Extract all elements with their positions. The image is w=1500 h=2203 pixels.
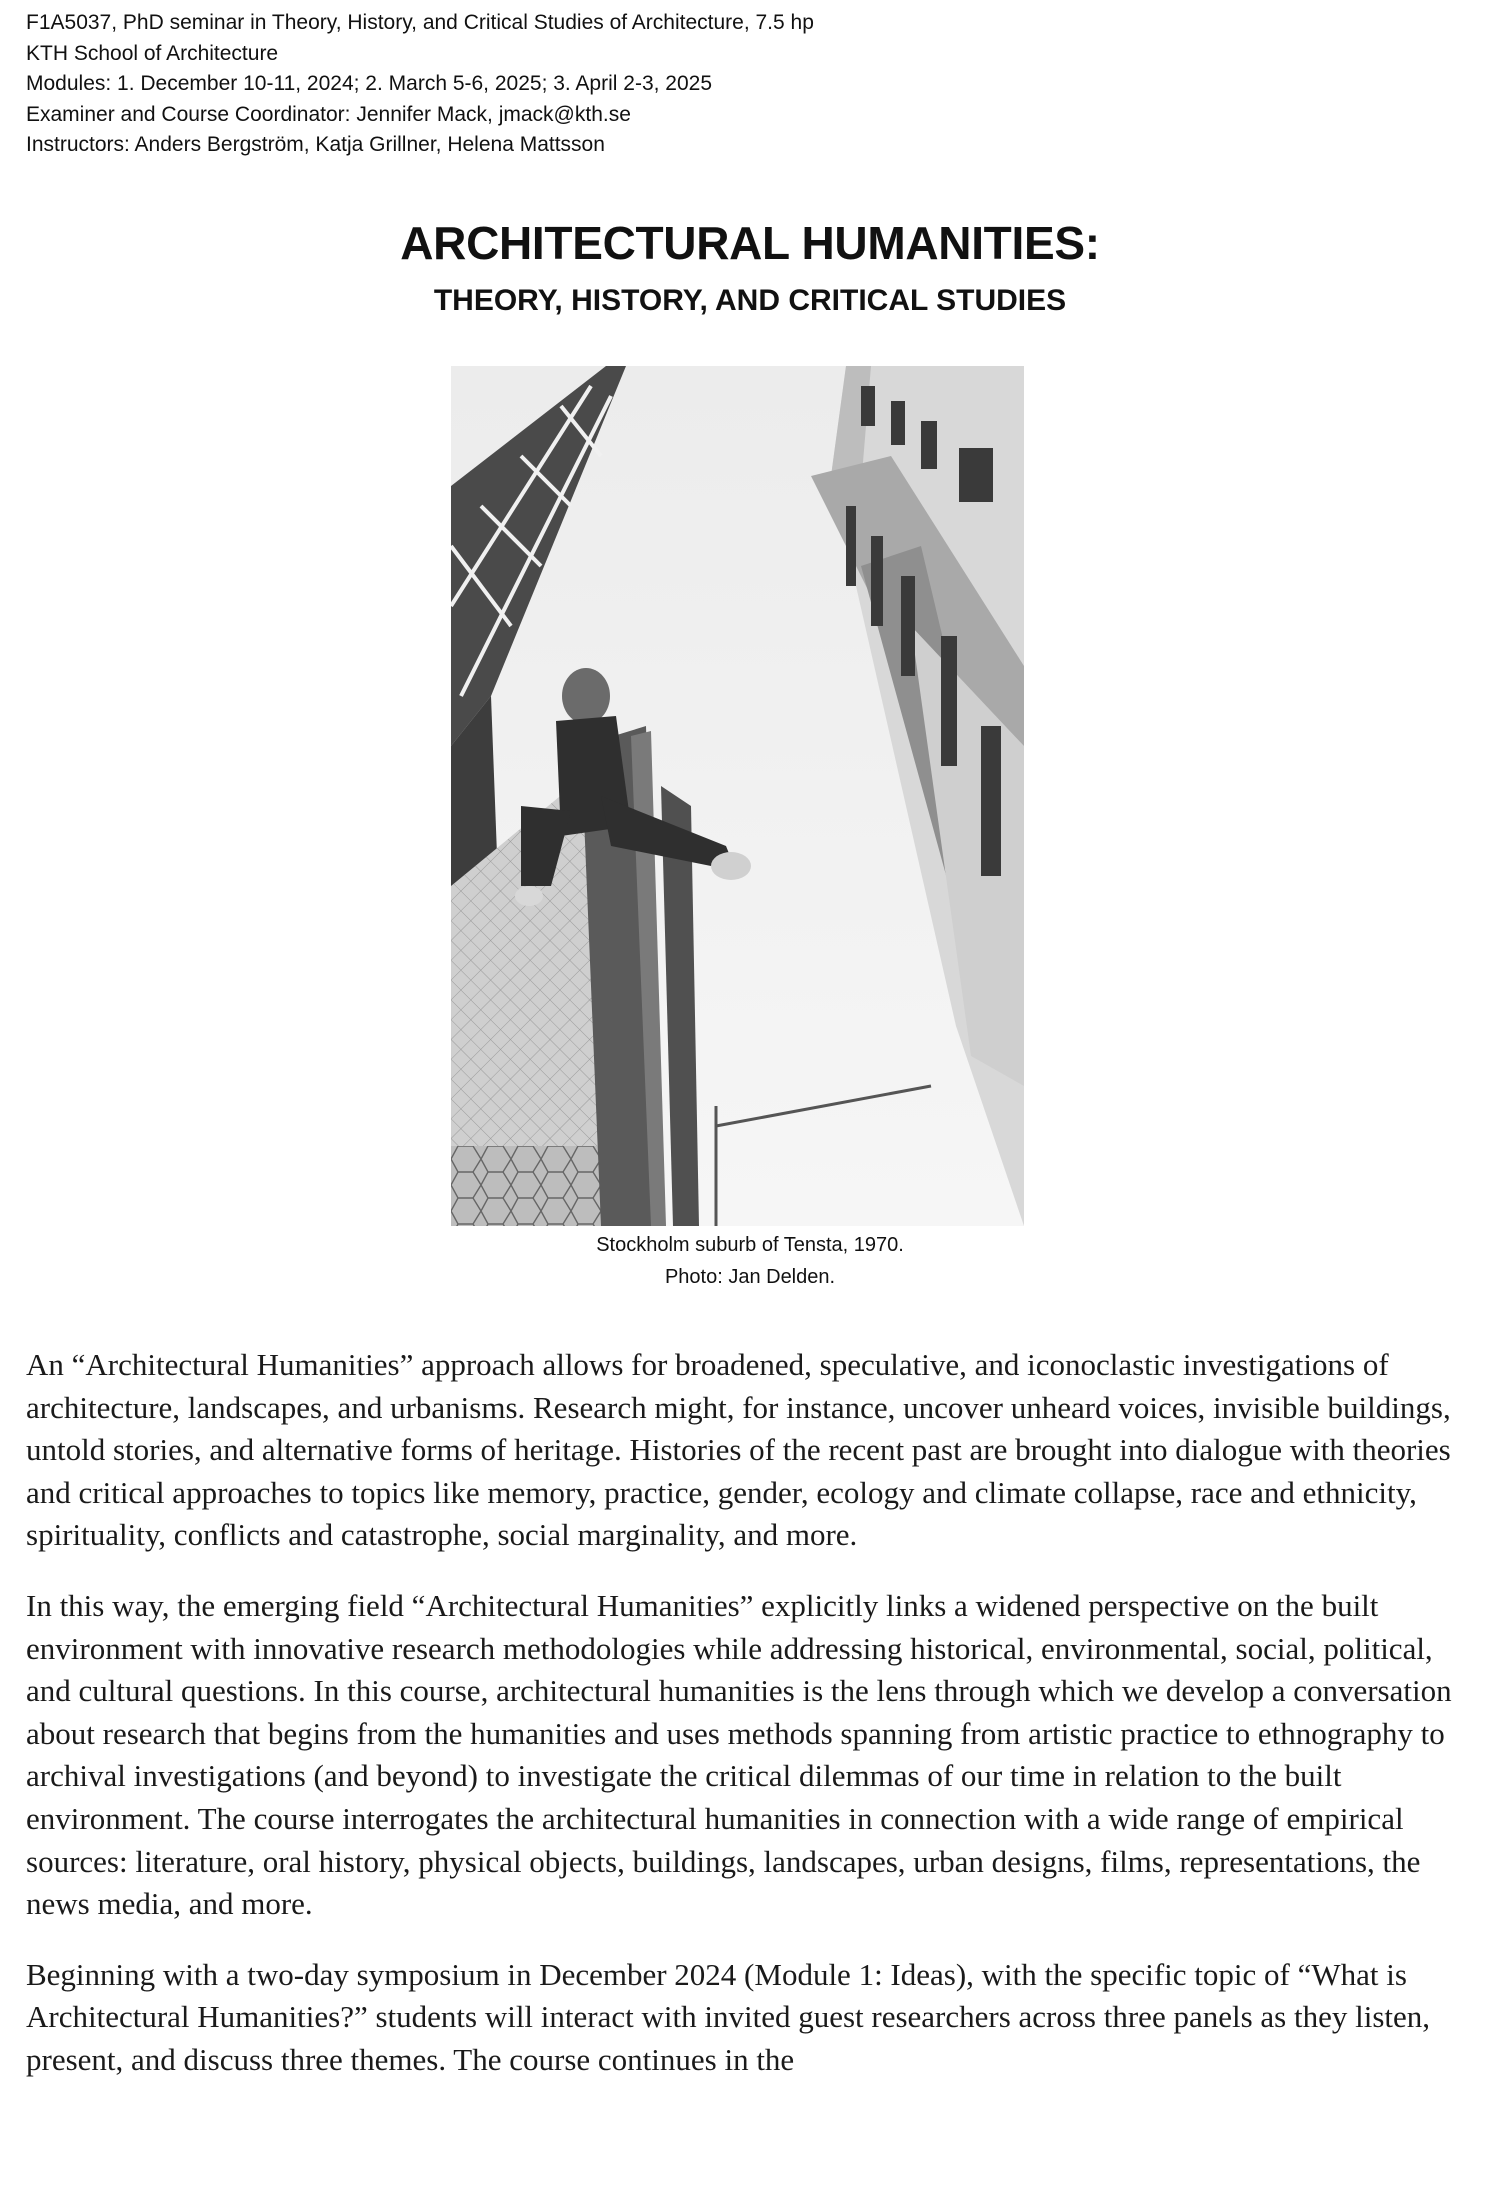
- paragraph-3: Beginning with a two-day symposium in December 2024 (Module 1: Ideas), with the specific topic of “What is Architectural Humanities?” students will interact with invited guest researchers across three panels as they listen, present, and discuss three themes. The course continues in the: [26, 1956, 1431, 2077]
- photo-caption: [0, 1229, 1500, 1293]
- paragraph-2: In this way, the emerging field “Architectural Humanities” explicitly links a widened perspective on the built environment with innovative research methodologies while addressing historical, environmental, social, political, and cultural questions. In this course, architectural humanities is the lens through which we develop a conversation about research that begins from the humanities and uses methods spanning from artistic practice to ethnography to archival investigations (and beyond) to investigate the critical dilemmas of our time in relation to the built environment. The course interrogates the architectural humanities in connection with a wide range of empirical sources: literature, oral history, physical objects, buildings, landscapes, urban designs, films, representations, the news media, and more.: [26, 1587, 1452, 1922]
- photo-child-on-crane: [451, 366, 1024, 1226]
- examiner-line: Examiner and Course Coordinator: Jennifer Mack, jmack@kth.se: [26, 102, 631, 126]
- document-title: ARCHITECTURAL HUMANITIES:: [400, 217, 1100, 269]
- caption-credit: Photo: Jan Delden.: [664, 1266, 836, 1288]
- course-code-line: F1A5037, PhD seminar in Theory, History, and Critical Studies of Architecture, 7.5 hp: [26, 11, 814, 34]
- course-info-header: [26, 8, 814, 161]
- instructors-line: Instructors: Anders Bergström, Katja Grillner, Helena Mattsson: [26, 133, 605, 156]
- modules-line: Modules: 1. December 10-11, 2024; 2. March 5-6, 2025; 3. April 2-3, 2025: [26, 72, 713, 95]
- paragraph-1: An “Architectural Humanities” approach allows for broadened, speculative, and iconoclastic investigations of architecture, landscapes, and urbanisms. Research might, for instance, uncover unheard voices, invisible buildings, untold stories, and alternative forms of heritage. Histories of the recent past are brought into dialogue with theories and critical approaches to topics like memory, practice, gender, ecology and climate collapse, race and ethnicity, spirituality, conflicts and catastrophe, social marginality, and more.: [26, 1347, 1451, 1553]
- school-line: KTH School of Architecture: [26, 41, 279, 65]
- body-text: [26, 1344, 1476, 2110]
- caption-location: Stockholm suburb of Tensta, 1970.: [596, 1234, 904, 1256]
- document-subtitle: THEORY, HISTORY, AND CRITICAL STUDIES: [433, 284, 1067, 317]
